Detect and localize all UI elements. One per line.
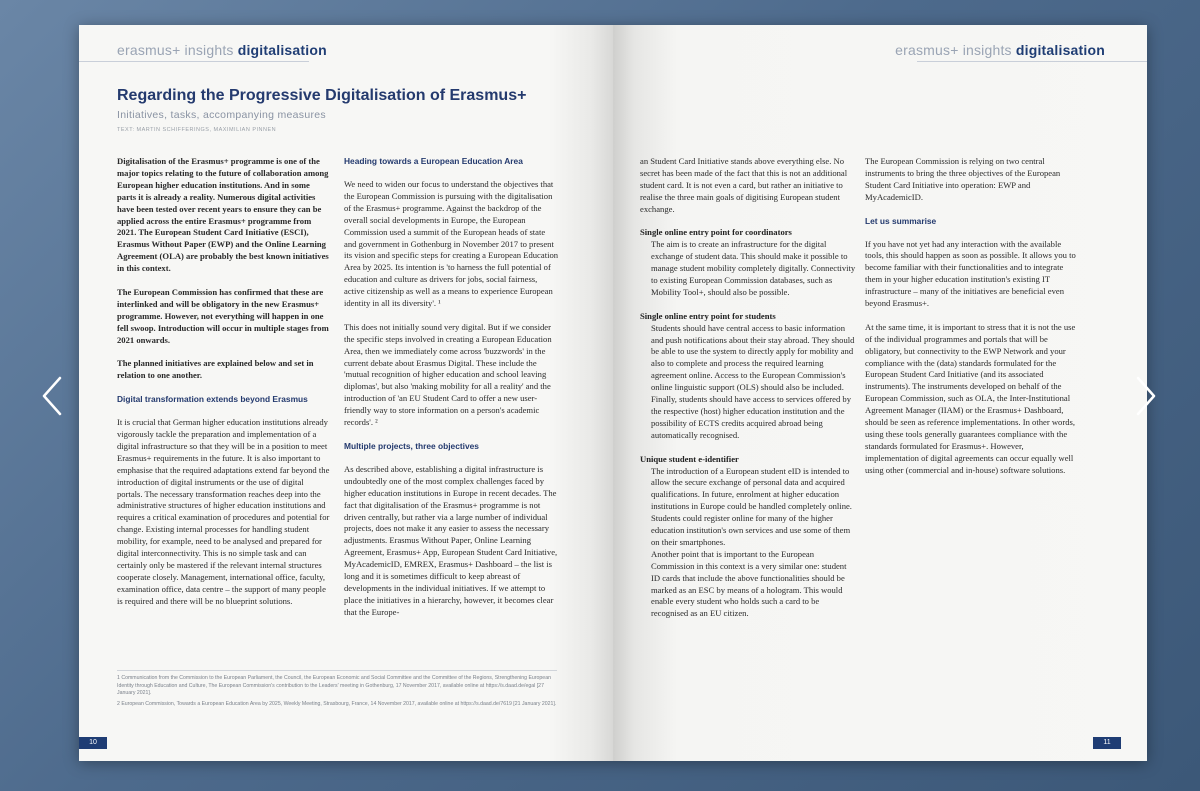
body-paragraph: The aim is to create an infrastructure for the digital exchange of student data. This should make it possible to manage student mobility completely digitally. Connectivity to existing European Commission databases, such as Mobility Tool+, should also be possible.: [651, 239, 856, 297]
intro-paragraph: The planned initiatives are explained below and set in relation to one another.: [117, 358, 314, 381]
intro-paragraph: The European Commission has confirmed that these are interlinked and will be obligatory in the new Erasmus+ programme. However, not everything will happen in one fell swoop. Introduction will occur in multiple stages from 2021 onwards.: [117, 286, 329, 345]
article-subtitle: Initiatives, tasks, accompanying measures: [117, 109, 326, 121]
article-title: Regarding the Progressive Digitalisation of Erasmus+: [117, 87, 527, 104]
column-4: [865, 156, 1079, 489]
body-paragraph: The introduction of a European student eID is intended to allow the secure exchange of personal data and acquired qualifications. In future, enrolment at higher education institutions in Europe could be handled completely online. Students could register online for many of the higher education institution's own services and use some of them on their smartphones.: [651, 465, 852, 547]
footnote-rule: [117, 670, 557, 671]
section-heading: Multiple projects, three objectives: [344, 440, 479, 451]
section-heading: Heading towards a European Education Area: [344, 156, 523, 166]
page-number-left: 10: [79, 737, 107, 749]
column-2: [344, 156, 559, 631]
body-paragraph: At the same time, it is important to stress that it is not the use of the individual programmes and portals that will be obligatory, but connectivity to the EWP Network and your compliance with the (data) standards formulated for the European Student Card Initiative (and its associated instruments). The instruments developed on behalf of the European Commission, such as OLA, the Inter-Institutional Agreement Manager (IIAM) or the Erasmus+ Dashboard, should be seen as reference implementations. In other words, using these tools generally guarantees compliance with the standards formulated for Erasmus+. However, implementation of digital agreements can occur equally well using other (commercial and in-house) software solutions.: [865, 321, 1076, 475]
footnote-2: 2 European Commission, Towards a European Education Area by 2025, Weekly Meeting, Strasbourg, France, 14 November 2017, available online at https://s.daad.de/7619 [21 January 2021].: [117, 701, 557, 707]
column-3: [640, 156, 856, 632]
footnote-1: 1 Communication from the Commission to the European Parliament, the Council, the European Economic and Social Committee and the Committee of the Regions, Strengthening European Identity through Education and Culture, The European Commission's contribution to the Leaders' meeting in Gothenburg, 17 November 2017, available online at https://s.daad.de/egal [27 January 2021].: [117, 675, 551, 697]
previous-page-button[interactable]: [34, 372, 74, 420]
magazine-spread: [79, 25, 1147, 761]
intro-paragraph: Digitalisation of the Erasmus+ programme is one of the major topics relating to the future of collaboration among European higher education institutions. And in some parts it is already a reality. Numerous digital activities have been tested over recent years to ensure they can be applied across the entire Erasmus+ programme from 2021. The European Student Card Initiative (ESCI), Erasmus Without Paper (EWP) and the Online Learning Agreement (OLA) are probably the best known initiatives in this context.: [117, 156, 329, 274]
body-paragraph: If you have not yet had any interaction with the available tools, this should happen as soon as possible. It allows you to become familiar with their functionalities and to integrate them in your higher education institution's existing IT infrastructure – many of the initiatives are beneficial even beyond Erasmus+.: [865, 238, 1076, 309]
chevron-right-icon: [1124, 372, 1164, 420]
body-paragraph: Students should have central access to basic information and push notifications about their stay abroad. They should be able to use the system to directly apply for mobility and also to complete and process the required learning agreement online. Access to the European Commission's online linguistic support (OLS) should also be included. Finally, students should have access to services offered by the respective (host) higher education institution and the possibility of ECTS credits acquired abroad being automatically recognised.: [651, 322, 855, 440]
header-rule: [79, 61, 309, 62]
subheading: Single online entry point for coordinators: [640, 227, 792, 238]
right-page: [613, 25, 1147, 761]
running-header-left: erasmus+ insights digitalisation: [117, 42, 327, 58]
header-rule: [917, 61, 1147, 62]
left-page: [79, 25, 613, 761]
body-paragraph: As described above, establishing a digital infrastructure is undoubtedly one of the most complex challenges faced by higher education institutions in Europe in recent decades. The fact that digitalisation of the Erasmus+ programme is not driven centrally, but rather via a large number of individual projects, does not make it any easier to assess the necessary adjustments. Erasmus Without Paper, Online Learning Agreement, Erasmus+ App, European Student Card Initiative, MyAcademicID, EMREX, Erasmus+ Dashboard – the list is long and it is sometimes difficult to keep abreast of developments in the individual initiatives. If we attempt to place the initiatives in a hierarchy, however, it becomes clear that the Europe-: [344, 463, 558, 617]
subheading: Unique student e-identifier: [640, 453, 739, 464]
next-page-button[interactable]: [1124, 372, 1164, 420]
body-paragraph: The European Commission is relying on two central instruments to bring the three objectives of the European Student Card Initiative into operation: EWP and MyAcademicID.: [865, 156, 1061, 202]
body-paragraph: This does not initially sound very digital. But if we consider the specific steps involved in creating a European Education Area, then we immediately come across 'buzzwords' in the current debate about Erasmus Digital. These include the 'mutual recognition of higher education and school leaving diplomas', but also 'making mobility for all a reality' and the introduction of 'an EU Student Card to offer a new user-friendly way to store information on a person's academic records'. ²: [344, 321, 552, 428]
column-1: [117, 156, 330, 619]
running-header-right: erasmus+ insights digitalisation: [895, 42, 1105, 58]
section-heading: Digital transformation extends beyond Erasmus: [117, 394, 308, 405]
article-byline: TEXT: MARTIN SCHIFFERINGS, MAXIMILIAN PINNEN: [117, 127, 277, 133]
body-paragraph: We need to widen our focus to understand the objectives that the European Commission is pursuing with the digitalisation of the Erasmus+ programme. Against the backdrop of the overall social developments in Europe, the European Commission used a summit of the European heads of state and government in Gothenburg in November 2017 to present its vision and specific steps for creating a European Education Area by 2025. Its intention is 'to harness the full potential of education and culture as drivers for jobs, social fairness, active citizenship as well as a means to experience European identity in all its diversity'. ¹: [344, 179, 559, 309]
body-paragraph: an Student Card Initiative stands above everything else. No secret has been made of the fact that this is not an additional student card. It is not even a card, but rather an initiative to realise the three main goals of digitising European student exchange.: [640, 156, 848, 214]
body-paragraph: It is crucial that German higher education institutions already vigorously tackle the preparation and implementation of a digital infrastructure so that they will be in a position to meet Erasmus+ requirements in the future. It is also important to emphasise that the required adaptations extend far beyond the introduction of digital instruments or the use of digital portals. The necessary transformation reaches deep into the administrative structures of higher education institutions and requires a critical examination of procedures and potential for change. Existing internal processes for handling student mobility, for example, need to be analysed and prepared for digital interconnectivity. This is no simple task and can certainly only be mastered if the relevant internal structures cooperate closely. Management, international office, faculty, examination office, data centre – the support of many people is required and there will be no blueprint solutions.: [117, 417, 330, 606]
section-heading: Let us summarise: [865, 215, 937, 226]
chevron-left-icon: [34, 372, 74, 420]
page-number-right: 11: [1093, 737, 1121, 749]
body-paragraph: Another point that is important to the European Commission in this context is a very similar one: student ID cards that include the above functionalities should be marked as an ESC by means of a hologram. This would enable every student who holds such a card to be recognised as an EU citizen.: [651, 548, 847, 619]
subheading: Single online entry point for students: [640, 310, 776, 321]
